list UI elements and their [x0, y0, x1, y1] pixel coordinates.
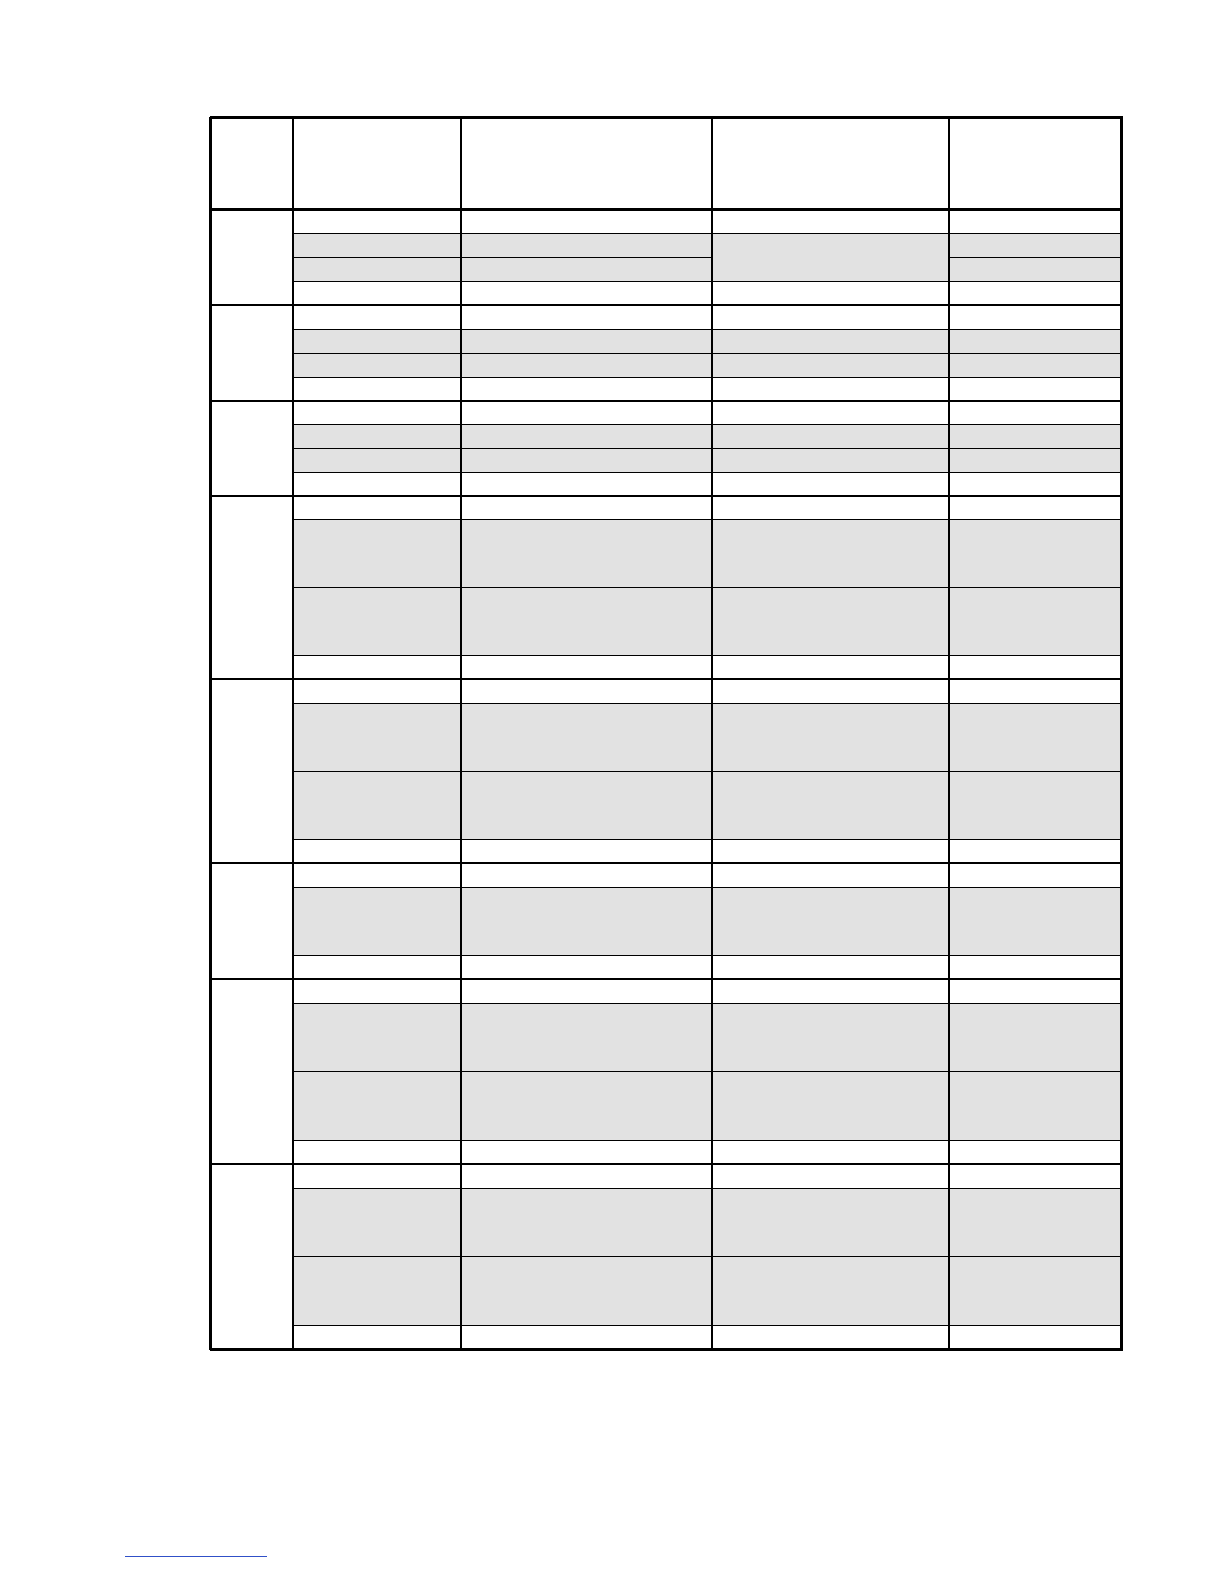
table-rule-horizontal: [293, 448, 1121, 449]
value-cell: [461, 377, 712, 401]
value-cell: [461, 679, 712, 703]
row-label-cell: [293, 519, 461, 587]
table-rule-horizontal: [293, 1256, 1121, 1257]
value-cell: [461, 1164, 712, 1188]
value-cell: [712, 1140, 949, 1164]
value-cell: [461, 257, 712, 281]
value-cell: [461, 448, 712, 472]
value-cell: [461, 655, 712, 679]
value-cell: [461, 305, 712, 329]
value-cell: [949, 703, 1121, 771]
value-cell: [712, 233, 949, 281]
group-cell: [210, 209, 293, 305]
value-cell: [712, 887, 949, 955]
value-cell: [461, 587, 712, 655]
value-cell: [461, 863, 712, 887]
value-cell: [461, 887, 712, 955]
value-cell: [461, 424, 712, 448]
row-label-cell: [293, 1188, 461, 1256]
value-cell: [461, 233, 712, 257]
value-cell: [949, 281, 1121, 305]
table-rule-vertical: [1120, 117, 1123, 1350]
row-label-cell: [293, 329, 461, 353]
value-cell: [712, 1256, 949, 1325]
value-cell: [712, 329, 949, 353]
value-cell: [712, 1325, 949, 1349]
row-label-cell: [293, 496, 461, 519]
value-cell: [712, 424, 949, 448]
header-cell-1: [210, 117, 293, 209]
value-cell: [712, 679, 949, 703]
value-cell: [949, 496, 1121, 519]
table-rule-horizontal: [293, 955, 1121, 956]
value-cell: [712, 979, 949, 1003]
value-cell: [949, 257, 1121, 281]
value-cell: [712, 863, 949, 887]
row-label-cell: [293, 1325, 461, 1349]
table-rule-horizontal: [210, 678, 1121, 680]
value-cell: [461, 703, 712, 771]
row-label-cell: [293, 703, 461, 771]
table-rule-horizontal: [210, 495, 1121, 497]
value-cell: [461, 1071, 712, 1140]
table-rule-horizontal: [293, 281, 1121, 282]
value-cell: [461, 955, 712, 979]
group-cell: [210, 979, 293, 1164]
table-rule-horizontal: [293, 424, 1121, 425]
row-label-cell: [293, 863, 461, 887]
table-rule-horizontal: [293, 377, 1121, 378]
table-rule-horizontal: [293, 472, 1121, 473]
value-cell: [712, 1071, 949, 1140]
value-cell: [949, 955, 1121, 979]
group-cell: [210, 496, 293, 679]
value-cell: [949, 1188, 1121, 1256]
value-cell: [949, 353, 1121, 377]
value-cell: [461, 519, 712, 587]
value-cell: [712, 377, 949, 401]
value-cell: [949, 887, 1121, 955]
value-cell: [712, 281, 949, 305]
value-cell: [949, 655, 1121, 679]
value-cell: [712, 1188, 949, 1256]
value-cell: [461, 401, 712, 424]
value-cell: [949, 1164, 1121, 1188]
table-rule-horizontal: [293, 329, 1121, 330]
value-cell: [949, 1003, 1121, 1071]
table-rule-horizontal: [210, 1163, 1121, 1165]
value-cell: [461, 1256, 712, 1325]
table-rule-horizontal: [293, 703, 1121, 704]
value-cell: [461, 839, 712, 863]
value-cell: [949, 679, 1121, 703]
row-label-cell: [293, 424, 461, 448]
header-cell-4: [712, 117, 949, 209]
row-label-cell: [293, 1003, 461, 1071]
value-cell: [712, 955, 949, 979]
header-cell-3: [461, 117, 712, 209]
table-rule-horizontal: [293, 1003, 1121, 1004]
table-rule-horizontal: [293, 655, 1121, 656]
row-label-cell: [293, 955, 461, 979]
value-cell: [712, 703, 949, 771]
row-label-cell: [293, 448, 461, 472]
row-label-cell: [293, 979, 461, 1003]
value-cell: [461, 209, 712, 233]
value-cell: [949, 839, 1121, 863]
value-cell: [712, 305, 949, 329]
row-label-cell: [293, 377, 461, 401]
row-label-cell: [293, 1256, 461, 1325]
header-cell-2: [293, 117, 461, 209]
value-cell: [461, 1325, 712, 1349]
table-rule-horizontal: [293, 1325, 1121, 1326]
row-label-cell: [293, 771, 461, 839]
value-cell: [949, 209, 1121, 233]
table-rule-horizontal: [293, 233, 1121, 234]
value-cell: [461, 281, 712, 305]
value-cell: [949, 1140, 1121, 1164]
value-cell: [712, 519, 949, 587]
group-cell: [210, 1164, 293, 1349]
row-label-cell: [293, 257, 461, 281]
value-cell: [461, 496, 712, 519]
value-cell: [949, 233, 1121, 257]
group-cell: [210, 863, 293, 979]
table-rule-horizontal: [210, 978, 1121, 980]
table-rule-horizontal: [210, 116, 1123, 119]
value-cell: [712, 448, 949, 472]
value-cell: [712, 771, 949, 839]
value-cell: [712, 496, 949, 519]
table-rule-horizontal: [210, 304, 1121, 306]
group-cell: [210, 401, 293, 496]
table-rule-horizontal: [293, 519, 1121, 520]
footnote-rule: [125, 1556, 267, 1557]
row-label-cell: [293, 353, 461, 377]
row-label-cell: [293, 281, 461, 305]
table-rule-horizontal: [293, 587, 1121, 588]
row-label-cell: [293, 1164, 461, 1188]
table-rule-horizontal: [293, 1188, 1121, 1189]
value-cell: [712, 472, 949, 496]
row-label-cell: [293, 1071, 461, 1140]
group-cell: [210, 679, 293, 863]
table-rule-horizontal: [293, 257, 712, 258]
value-cell: [949, 448, 1121, 472]
row-label-cell: [293, 887, 461, 955]
value-cell: [461, 472, 712, 496]
table-rule-horizontal: [210, 208, 1121, 211]
value-cell: [712, 587, 949, 655]
row-label-cell: [293, 587, 461, 655]
row-label-cell: [293, 209, 461, 233]
table-rule-horizontal: [293, 887, 1121, 888]
value-cell: [949, 587, 1121, 655]
table-rule-horizontal: [293, 839, 1121, 840]
value-cell: [949, 401, 1121, 424]
value-cell: [949, 377, 1121, 401]
value-cell: [712, 1003, 949, 1071]
value-cell: [461, 1140, 712, 1164]
value-cell: [712, 655, 949, 679]
value-cell: [461, 329, 712, 353]
group-cell: [210, 305, 293, 401]
value-cell: [461, 1003, 712, 1071]
value-cell: [461, 1188, 712, 1256]
value-cell: [461, 353, 712, 377]
value-cell: [949, 1071, 1121, 1140]
value-cell: [712, 401, 949, 424]
row-label-cell: [293, 679, 461, 703]
value-cell: [461, 771, 712, 839]
value-cell: [949, 863, 1121, 887]
table-rule-horizontal: [293, 771, 1121, 772]
value-cell: [949, 979, 1121, 1003]
value-cell: [949, 519, 1121, 587]
row-label-cell: [293, 305, 461, 329]
value-cell: [712, 353, 949, 377]
value-cell: [949, 305, 1121, 329]
row-label-cell: [293, 655, 461, 679]
value-cell: [712, 1164, 949, 1188]
row-label-cell: [293, 233, 461, 257]
header-cell-5: [949, 117, 1121, 209]
table-rule-horizontal: [210, 862, 1121, 864]
row-label-cell: [293, 401, 461, 424]
value-cell: [461, 979, 712, 1003]
value-cell: [949, 771, 1121, 839]
value-cell: [949, 472, 1121, 496]
table-rule-horizontal: [293, 353, 1121, 354]
table-rule-horizontal: [210, 400, 1121, 402]
table-rule-vertical: [209, 117, 212, 1350]
table-rule-horizontal: [210, 1348, 1123, 1351]
value-cell: [949, 424, 1121, 448]
value-cell: [949, 329, 1121, 353]
value-cell: [949, 1256, 1121, 1325]
table-rule-horizontal: [293, 1071, 1121, 1072]
table-rule-horizontal: [949, 257, 1121, 258]
value-cell: [712, 209, 949, 233]
row-label-cell: [293, 472, 461, 496]
value-cell: [949, 1325, 1121, 1349]
row-label-cell: [293, 839, 461, 863]
value-cell: [712, 839, 949, 863]
table-rule-horizontal: [293, 1140, 1121, 1141]
row-label-cell: [293, 1140, 461, 1164]
